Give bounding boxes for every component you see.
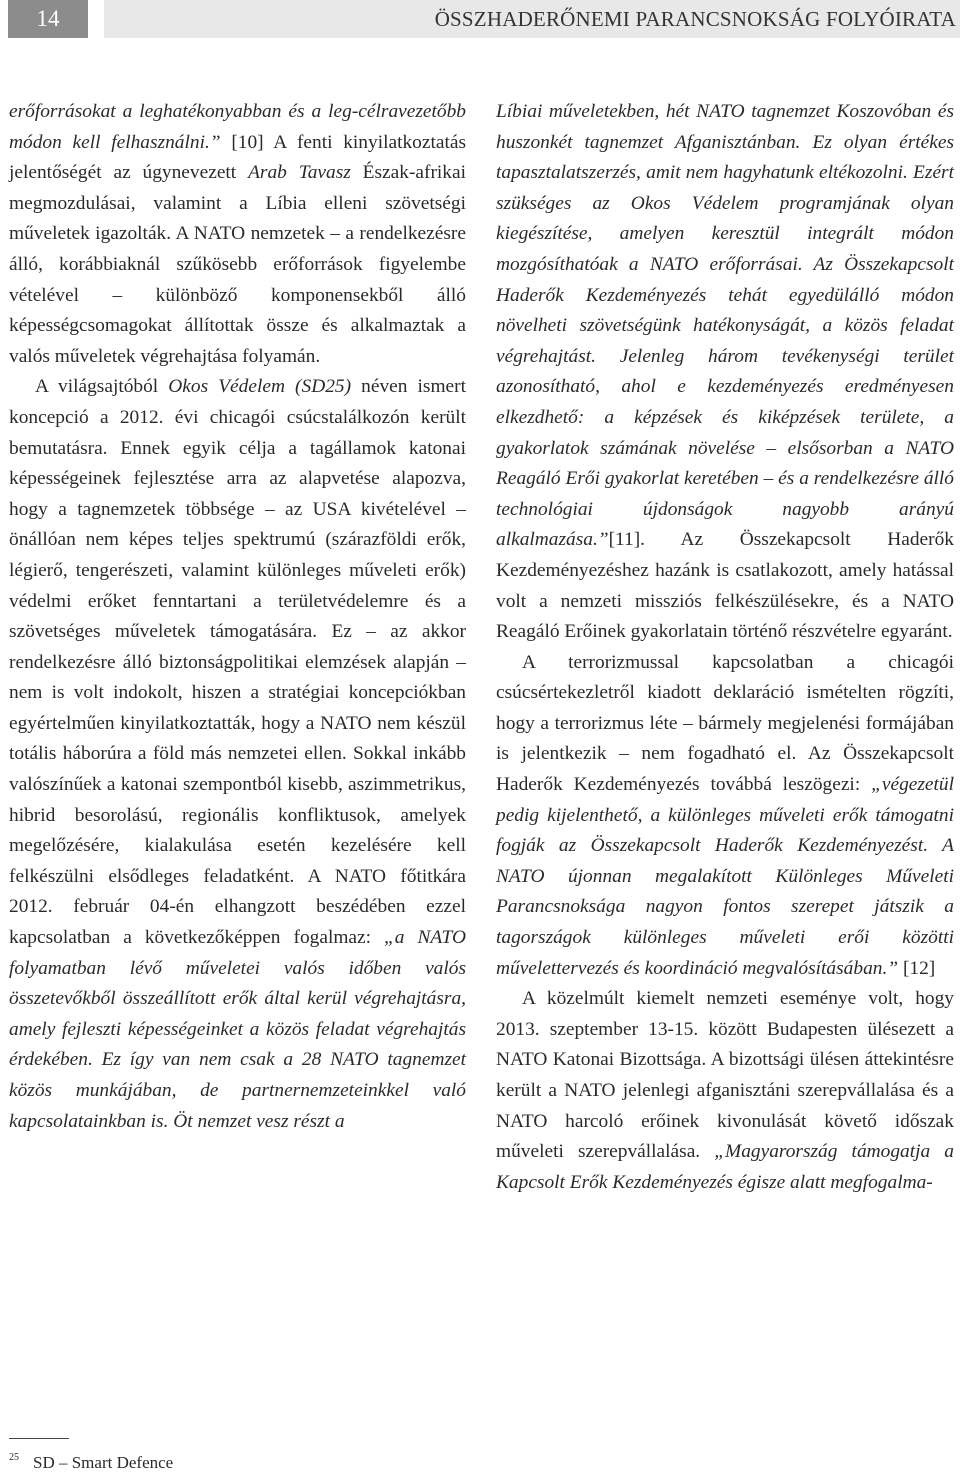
left-paragraph-1 xyxy=(9,97,466,372)
journal-title: ÖSSZHADERŐNEMI PARANCSNOKSÁG FOLYÓIRATA xyxy=(104,0,960,38)
quote-text: „a NATO folyamatban lévő műveletei valós időben valós összetevőkből összeállított erők által kerül végrehajtásra, amely fejleszti képességeinket a közös feladat végrehajtás érdekében. Ez így van nem csak a 28 NATO tagnemzet közös munkájában, de partnernemzeteinkkel való kapcsolatainkban is. Öt nemzet vesz részt a xyxy=(9,927,466,1132)
body-text: A világsajtóból xyxy=(35,376,169,398)
right-paragraph-1 xyxy=(496,97,954,648)
page-number: 14 xyxy=(8,0,88,38)
left-column xyxy=(9,97,466,1137)
body-text: Észak-afrikai megmozdulásai, valamint a Líbia elleni szövetségi műveletek igazolták. A NATO nemzetek – a rendelkezésre álló, korábbiaknál szűkösebb erőforrások figyelembe vételével – különböző komponensekből álló képességcsomagokat állítottak össze és alkalmaztak a valós műveletek végrehajtása folyamán. xyxy=(9,162,467,367)
footnote-text: SD – Smart Defence xyxy=(33,1453,174,1472)
left-paragraph-2 xyxy=(9,372,466,1137)
right-column xyxy=(496,97,954,1198)
body-text: [10] A fenti kinyilatkoztatás jelentőségét az úgynevezett xyxy=(9,131,466,184)
italic-term: Okos Védelem (SD25) xyxy=(168,376,352,398)
body-text: A közelmúlt kiemelt nemzeti eseménye volt, hogy 2013. szeptember 13-15. között Budapesten ülésezett a NATO Katonai Bizottsága. A bizottsági ülésen áttekintésre került a NATO jelenlegi afganisztáni szerepvállalása és a NATO harcoló erőinek kivonulását követő időszak műveleti szerepvállalása. xyxy=(496,988,954,1163)
footnote-number: 25 xyxy=(9,1452,19,1463)
quote-text: erőforrásokat a leghatékonyabban és a leg-célravezetőbb módon kell felhasználni.” xyxy=(9,101,466,153)
right-paragraph-3 xyxy=(496,984,954,1198)
quote-text: „végezetül pedig kijelenthető, a különleges műveleti erők támogatni fogják az Összekapcsolt Haderők Kezdeményezést. A NATO újonnan megalakított Különleges Műveleti Parancsnoksága nagyon fontos szerepet játszik a tagországok különleges műveleti erői közötti művelettervezés és koordináció megvalósításában.” xyxy=(496,774,954,979)
right-paragraph-2 xyxy=(496,648,954,985)
footnote-rule xyxy=(9,1438,69,1439)
footnote xyxy=(9,1446,173,1475)
italic-term: Arab Tavasz xyxy=(248,162,351,184)
body-text: A terrorizmussal kapcsolatban a chicagói csúcsértekezletről kiadott deklaráció ismételten rögzíti, hogy a terrorizmus léte – bármely megjelenési formájában is jelentkezik – nem fogadható el. Az Összekapcsolt Haderők Kezdeményezés továbbá leszögezi: xyxy=(496,651,954,796)
page-header xyxy=(8,0,960,38)
body-text: [11]. Az Összekapcsolt Haderők Kezdeményezéshez hazánk is csatlakozott, amely hatással volt a nemzeti missziós felkészülésekre, és a NATO Reagáló Erőinek gyakorlatain történő részvételre egyaránt. xyxy=(496,529,954,643)
quote-text: „Magyarország támogatja a Kapcsolt Erők Kezdeményezés égisze alatt megfogalma- xyxy=(496,1141,954,1193)
body-text: néven ismert koncepció a 2012. évi chicagói csúcstalálkozón került bemutatásra. Ennek egyik célja a tagállamok katonai képességeinek fejlesztése arra az alapvetése alapozva, hogy a tagnemzetek többsége – az USA kivételével – önállóan nem képes teljes spektrumú (szárazföldi erők, légierő, tengerészeti, valamint különleges műveleti erők) védelmi erőket fenntartani a területvédelemre és a szövetséges műveletek támogatására. Ez – az akkor rendelkezésre álló biztonságpolitikai elemzések alapján – nem is volt indokolt, hiszen a stratégiai koncepciókban egyértelműen kinyilatkoztatták, hogy a NATO nem készül totális háborúra a föld más nemzetei ellen. Sokkal inkább valószínűek a katonai szempontból kisebb, aszimmetrikus, hibrid besorolású, regionális konfliktusok, amelyek megelőzésére, kialakulása esetén kezelésére kell felkészülni elsődleges feladatként. A NATO főtitkára 2012. február 04-én elhangzott beszédében ezzel kapcsolatban a következőképpen fogalmaz: xyxy=(9,376,466,949)
quote-text: Líbiai műveletekben, hét NATO tagnemzet Koszovóban és huszonkét tagnemzet Afganisztánban. Ez olyan értékes tapasztalatszerzés, amit nem hagyhatunk eltékozolni. Ezért szükséges az Okos Védelem programjának olyan kiegészítése, amelyen keresztül integrált módon mozgósíthatóak a NATO erőforrásai. Az Összekapcsolt Haderők Kezdeményezés tehát egyedülálló módon növelheti szövetségünk hatékonyságát, a közös feladat végrehajtást. Jelenleg három tevékenységi terület azonosítható, ahol e kezdeményezés eredményesen elkezdhető: a képzések és kiképzések területe, a gyakorlatok számának növelése – elsősorban a NATO Reagáló Erői gyakorlat keretében – és a rendelkezésre álló technológiai újdonságok nagyobb arányú alkalmazása.” xyxy=(496,101,954,551)
body-text: [12] xyxy=(898,957,936,979)
